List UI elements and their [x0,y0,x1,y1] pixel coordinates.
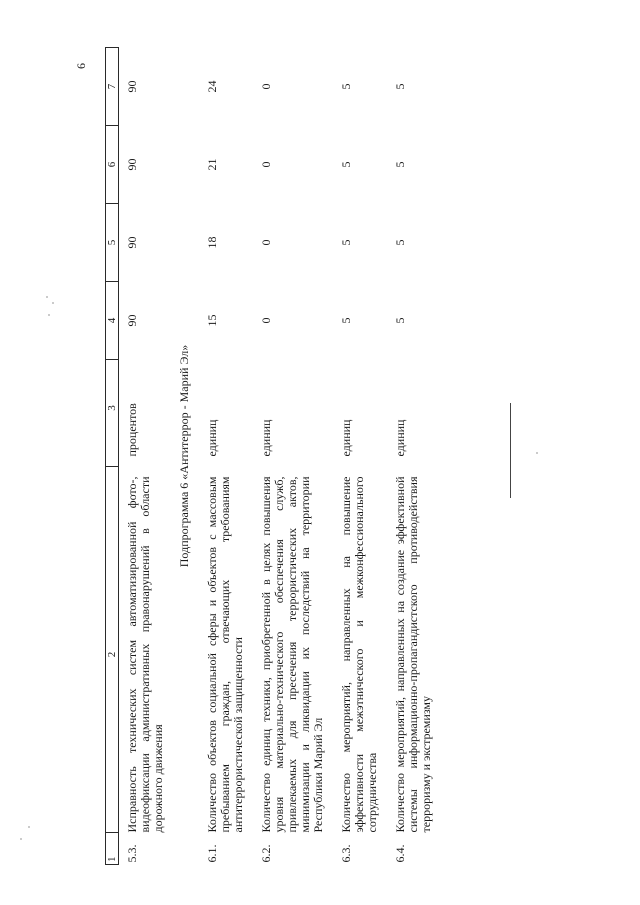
header-col-7: 7 [106,48,119,126]
indicator-name: Количество мероприятий, направленных на создание эффективной системы информационно-пропагандистского противодействия терроризму и экстремизму [393,476,433,833]
header-col-6: 6 [106,126,119,204]
row-number: 6.1. [205,844,219,863]
indicator-name: Исправность технических систем автоматизированной фото-, видеофиксации административных правонарушений в области дорожного движения [125,476,165,833]
indicator-name: Количество единиц техники, приобретенной в целях повышения уровня материально-технического обеспечения служб, привлекаемых для пресечения террористических актов, минимизации и ликвидации их последствий на территории Республики Марий Эл [259,476,325,833]
rotated-table-page [105,65,445,865]
indicators-table [105,47,443,865]
page-number: 6 [74,63,88,69]
value-col-7: 90 [125,80,139,93]
value-col-6: 5 [393,161,407,168]
indicator-name: Количество мероприятий, направленных на повышение эффективности межэтнического и межконфессионального сотрудничества [339,476,379,833]
value-col-6: 90 [125,158,139,171]
unit-of-measure: единиц [339,419,353,457]
value-col-5: 5 [339,239,353,246]
table-row [389,48,443,865]
header-col-5: 5 [106,204,119,282]
value-col-7: 5 [339,83,353,90]
subprogram-heading: Подпрограмма 6 «Антитеррор - Марий Эл» [177,344,191,568]
unit-of-measure: единиц [205,419,219,457]
separator-line [510,403,511,498]
value-col-4: 0 [259,317,273,324]
unit-of-measure: единиц [259,419,273,457]
value-col-6: 5 [339,161,353,168]
row-number: 6.3. [339,844,353,863]
header-col-1: 1 [106,833,119,865]
scan-speck [536,452,538,454]
value-col-6: 0 [259,161,273,168]
scan-speck [48,314,50,316]
row-number: 6.4. [393,844,407,863]
unit-of-measure: процентов [125,403,139,457]
value-col-5: 90 [125,236,139,249]
header-col-4: 4 [106,282,119,360]
value-col-5: 0 [259,239,273,246]
value-col-7: 5 [393,83,407,90]
scan-speck [28,826,30,828]
value-col-5: 5 [393,239,407,246]
table-header-row [106,48,119,865]
value-col-5: 18 [205,236,219,249]
value-col-4: 15 [205,314,219,327]
scan-speck [52,302,54,304]
value-col-4: 5 [339,317,353,324]
header-col-3: 3 [106,360,119,467]
table-row [335,48,389,865]
value-col-4: 90 [125,314,139,327]
value-col-4: 5 [393,317,407,324]
table-row [255,48,335,865]
table-row [119,48,176,865]
value-col-6: 21 [205,158,219,171]
value-col-7: 0 [259,83,273,90]
value-col-7: 24 [205,80,219,93]
table-row [201,48,255,865]
subprogram-heading-row [175,48,201,865]
row-number: 5.3. [125,844,139,863]
indicator-name: Количество объектов социальной сферы и объектов с массовым пребыванием граждан, отвечающих требованиям антитеррористической защищенности [205,476,245,833]
unit-of-measure: единиц [393,419,407,457]
scan-speck [20,838,22,840]
header-col-2: 2 [106,467,119,833]
scan-speck [46,296,48,298]
row-number: 6.2. [259,844,273,863]
